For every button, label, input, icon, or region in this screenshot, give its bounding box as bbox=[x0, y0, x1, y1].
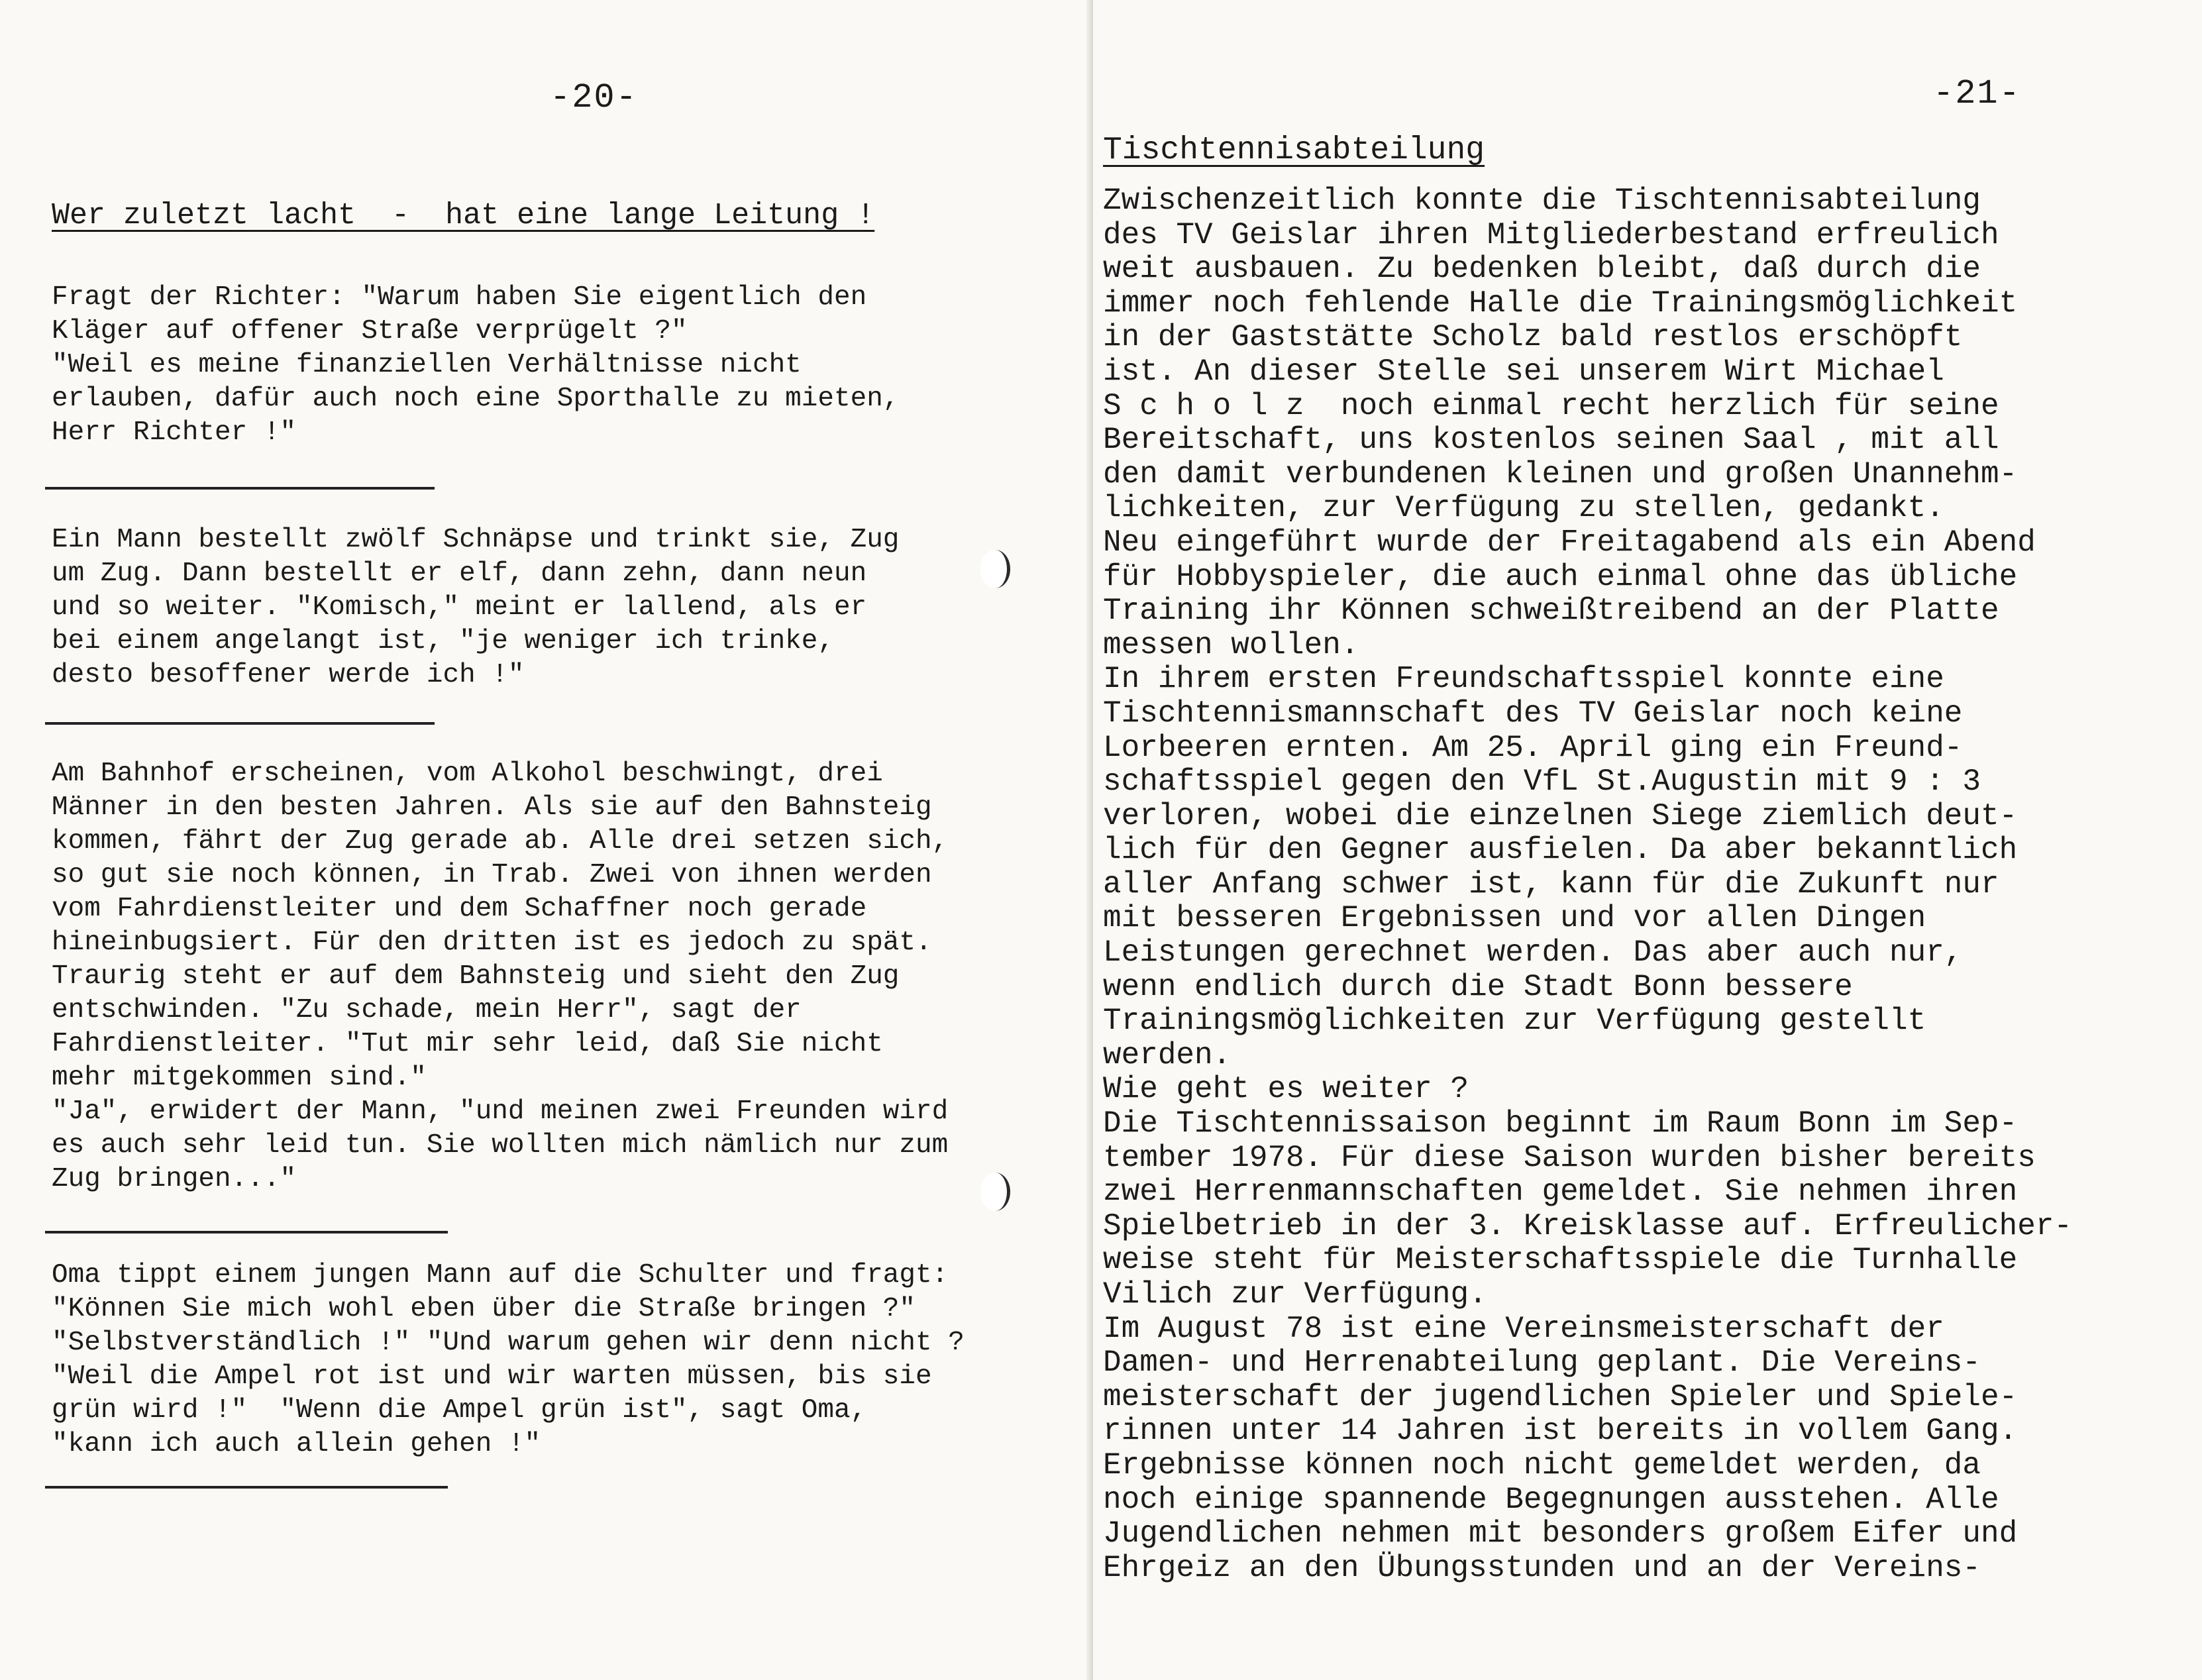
text-line: meisterschaft der jugendlichen Spieler und Spiele- bbox=[1103, 1379, 2018, 1414]
text-line: Tischtennismannschaft des TV Geislar noch keine bbox=[1103, 696, 1963, 731]
separator-rule bbox=[45, 487, 435, 490]
text-line: für Hobbyspieler, die auch einmal ohne das übliche bbox=[1103, 559, 2018, 594]
text-line: "kann ich auch allein gehen !" bbox=[52, 1429, 541, 1459]
text-line: mit besseren Ergebnissen und vor allen Dingen bbox=[1103, 901, 1926, 936]
text-line: tember 1978. Für diese Saison wurden bisher bereits bbox=[1103, 1140, 2036, 1175]
text-line: immer noch fehlende Halle die Trainingsmöglichkeit bbox=[1103, 286, 2018, 321]
text-line: "Weil die Ampel rot ist und wir warten müssen, bis sie bbox=[52, 1361, 932, 1392]
text-line: Spielbetrieb in der 3. Kreisklasse auf. Erfreulicher- bbox=[1103, 1208, 2073, 1243]
punch-hole bbox=[980, 550, 1010, 588]
text-line: lich für den Gegner ausfielen. Da aber bekanntlich bbox=[1103, 833, 2018, 868]
text-line: In ihrem ersten Freundschaftsspiel konnte eine bbox=[1103, 662, 1944, 697]
text-line: um Zug. Dann bestellt er elf, dann zehn, dann neun bbox=[52, 558, 867, 589]
text-line: so gut sie noch können, in Trab. Zwei von ihnen werden bbox=[52, 860, 932, 890]
text-line: zwei Herrenmannschaften gemeldet. Sie nehmen ihren bbox=[1103, 1175, 2018, 1210]
text-line: Zug bringen..." bbox=[52, 1164, 297, 1194]
text-line: "Weil es meine finanziellen Verhältnisse nicht bbox=[52, 350, 802, 380]
text-line: Fragt der Richter: "Warum haben Sie eigentlich den bbox=[52, 282, 867, 313]
page-number-right: -21- bbox=[1933, 74, 2021, 113]
text-line: "Ja", erwidert der Mann, "und meinen zwei Freunden wird bbox=[52, 1096, 949, 1127]
text-line: Zwischenzeitlich konnte die Tischtennisabteilung bbox=[1103, 184, 1981, 218]
text-line: Lorbeeren ernten. Am 25. April ging ein Freund- bbox=[1103, 730, 1963, 765]
text-line: Wie geht es weiter ? bbox=[1103, 1072, 1469, 1107]
punch-hole bbox=[980, 1173, 1010, 1211]
joke-schnaps bbox=[52, 523, 899, 692]
joke-judge bbox=[52, 281, 899, 450]
text-line: erlauben, dafür auch noch eine Sporthalle zu mieten, bbox=[52, 384, 900, 414]
text-line: wenn endlich durch die Stadt Bonn bessere bbox=[1103, 969, 1853, 1004]
text-line: werden. bbox=[1103, 1037, 1232, 1073]
text-line: aller Anfang schwer ist, kann für die Zukunft nur bbox=[1103, 866, 1999, 902]
text-line: Herr Richter !" bbox=[52, 417, 297, 448]
text-line: Kläger auf offener Straße verprügelt ?" bbox=[52, 316, 688, 346]
jokes-title: Wer zuletzt lacht - hat eine lange Leitung ! bbox=[52, 199, 875, 233]
separator-rule bbox=[45, 1231, 448, 1234]
text-line: es auch sehr leid tun. Sie wollten mich nämlich nur zum bbox=[52, 1130, 949, 1161]
text-line: bei einem angelangt ist, "je weniger ich trinke, bbox=[52, 626, 834, 656]
text-line: Traurig steht er auf dem Bahnsteig und sieht den Zug bbox=[52, 961, 900, 992]
text-line: Ergebnisse können noch nicht gemeldet werden, da bbox=[1103, 1447, 1981, 1483]
text-line: Bereitschaft, uns kostenlos seinen Saal , mit all bbox=[1103, 423, 1999, 458]
text-line: desto besoffener werde ich !" bbox=[52, 660, 525, 690]
page-right bbox=[1093, 0, 2202, 1680]
text-line: "Können Sie mich wohl eben über die Straße bringen ?" bbox=[52, 1294, 916, 1324]
joke-oma bbox=[52, 1259, 965, 1461]
text-line: mehr mitgekommen sind." bbox=[52, 1063, 427, 1093]
text-line: rinnen unter 14 Jahren ist bereits in vollem Gang. bbox=[1103, 1414, 2018, 1449]
text-line: Vilich zur Verfügung. bbox=[1103, 1277, 1487, 1312]
text-line: den damit verbundenen kleinen und großen Unannehm- bbox=[1103, 456, 2018, 492]
text-line: S c h o l z noch einmal recht herzlich für seine bbox=[1103, 388, 1999, 423]
text-line: hineinbugsiert. Für den dritten ist es jedoch zu spät. bbox=[52, 927, 932, 958]
text-line: kommen, fährt der Zug gerade ab. Alle drei setzen sich, bbox=[52, 826, 949, 857]
text-line: des TV Geislar ihren Mitgliederbestand erfreulich bbox=[1103, 217, 1999, 252]
page-left bbox=[0, 0, 1093, 1680]
joke-bahnhof bbox=[52, 757, 948, 1196]
text-line: Damen- und Herrenabteilung geplant. Die Vereins- bbox=[1103, 1345, 1981, 1381]
text-line: Die Tischtennissaison beginnt im Raum Bonn im Sep- bbox=[1103, 1106, 2018, 1141]
text-line: Ein Mann bestellt zwölf Schnäpse und trinkt sie, Zug bbox=[52, 525, 900, 555]
page-number-left: -20- bbox=[550, 78, 638, 117]
text-line: lichkeiten, zur Verfügung zu stellen, gedankt. bbox=[1103, 491, 1944, 526]
text-line: messen wollen. bbox=[1103, 627, 1359, 662]
text-line: weise steht für Meisterschaftsspiele die Turnhalle bbox=[1103, 1243, 2018, 1278]
separator-rule bbox=[45, 722, 435, 725]
text-line: weit ausbauen. Zu bedenken bleibt, daß durch die bbox=[1103, 252, 1981, 287]
text-line: Training ihr Können schweißtreibend an der Platte bbox=[1103, 594, 1999, 629]
text-line: und so weiter. "Komisch," meint er lallend, als er bbox=[52, 592, 867, 623]
article-body bbox=[1103, 184, 2072, 1585]
text-line: schaftsspiel gegen den VfL St.Augustin mit 9 : 3 bbox=[1103, 764, 1981, 800]
text-line: Leistungen gerechnet werden. Das aber auch nur, bbox=[1103, 935, 1963, 971]
text-line: in der Gaststätte Scholz bald restlos erschöpft bbox=[1103, 320, 1963, 355]
text-line: Jugendlichen nehmen mit besonders großem Eifer und bbox=[1103, 1516, 2018, 1551]
text-line: Neu eingeführt wurde der Freitagabend als ein Abend bbox=[1103, 525, 2036, 560]
text-line: verloren, wobei die einzelnen Siege ziemlich deut- bbox=[1103, 798, 2018, 833]
text-line: Im August 78 ist eine Vereinsmeisterschaft der bbox=[1103, 1311, 1944, 1346]
text-line: grün wird !" "Wenn die Ampel grün ist", sagt Oma, bbox=[52, 1395, 867, 1426]
text-line: ist. An dieser Stelle sei unserem Wirt Michael bbox=[1103, 354, 1944, 389]
text-line: Oma tippt einem jungen Mann auf die Schulter und fragt: bbox=[52, 1260, 949, 1290]
text-line: entschwinden. "Zu schade, mein Herr", sagt der bbox=[52, 995, 802, 1025]
text-line: "Selbstverständlich !" "Und warum gehen wir denn nicht ? bbox=[52, 1328, 965, 1358]
text-line: Männer in den besten Jahren. Als sie auf den Bahnsteig bbox=[52, 792, 932, 823]
section-title: Tischtennisabteilung bbox=[1103, 132, 1485, 168]
separator-rule bbox=[45, 1486, 448, 1489]
text-line: Ehrgeiz an den Übungsstunden und an der Vereins- bbox=[1103, 1550, 1981, 1585]
text-line: noch einige spannende Begegnungen ausstehen. Alle bbox=[1103, 1482, 1999, 1517]
text-line: Am Bahnhof erscheinen, vom Alkohol beschwingt, drei bbox=[52, 759, 883, 789]
text-line: Fahrdienstleiter. "Tut mir sehr leid, daß Sie nicht bbox=[52, 1029, 883, 1059]
text-line: vom Fahrdienstleiter und dem Schaffner noch gerade bbox=[52, 894, 867, 924]
text-line: Trainingsmöglichkeiten zur Verfügung gestellt bbox=[1103, 1004, 1926, 1039]
